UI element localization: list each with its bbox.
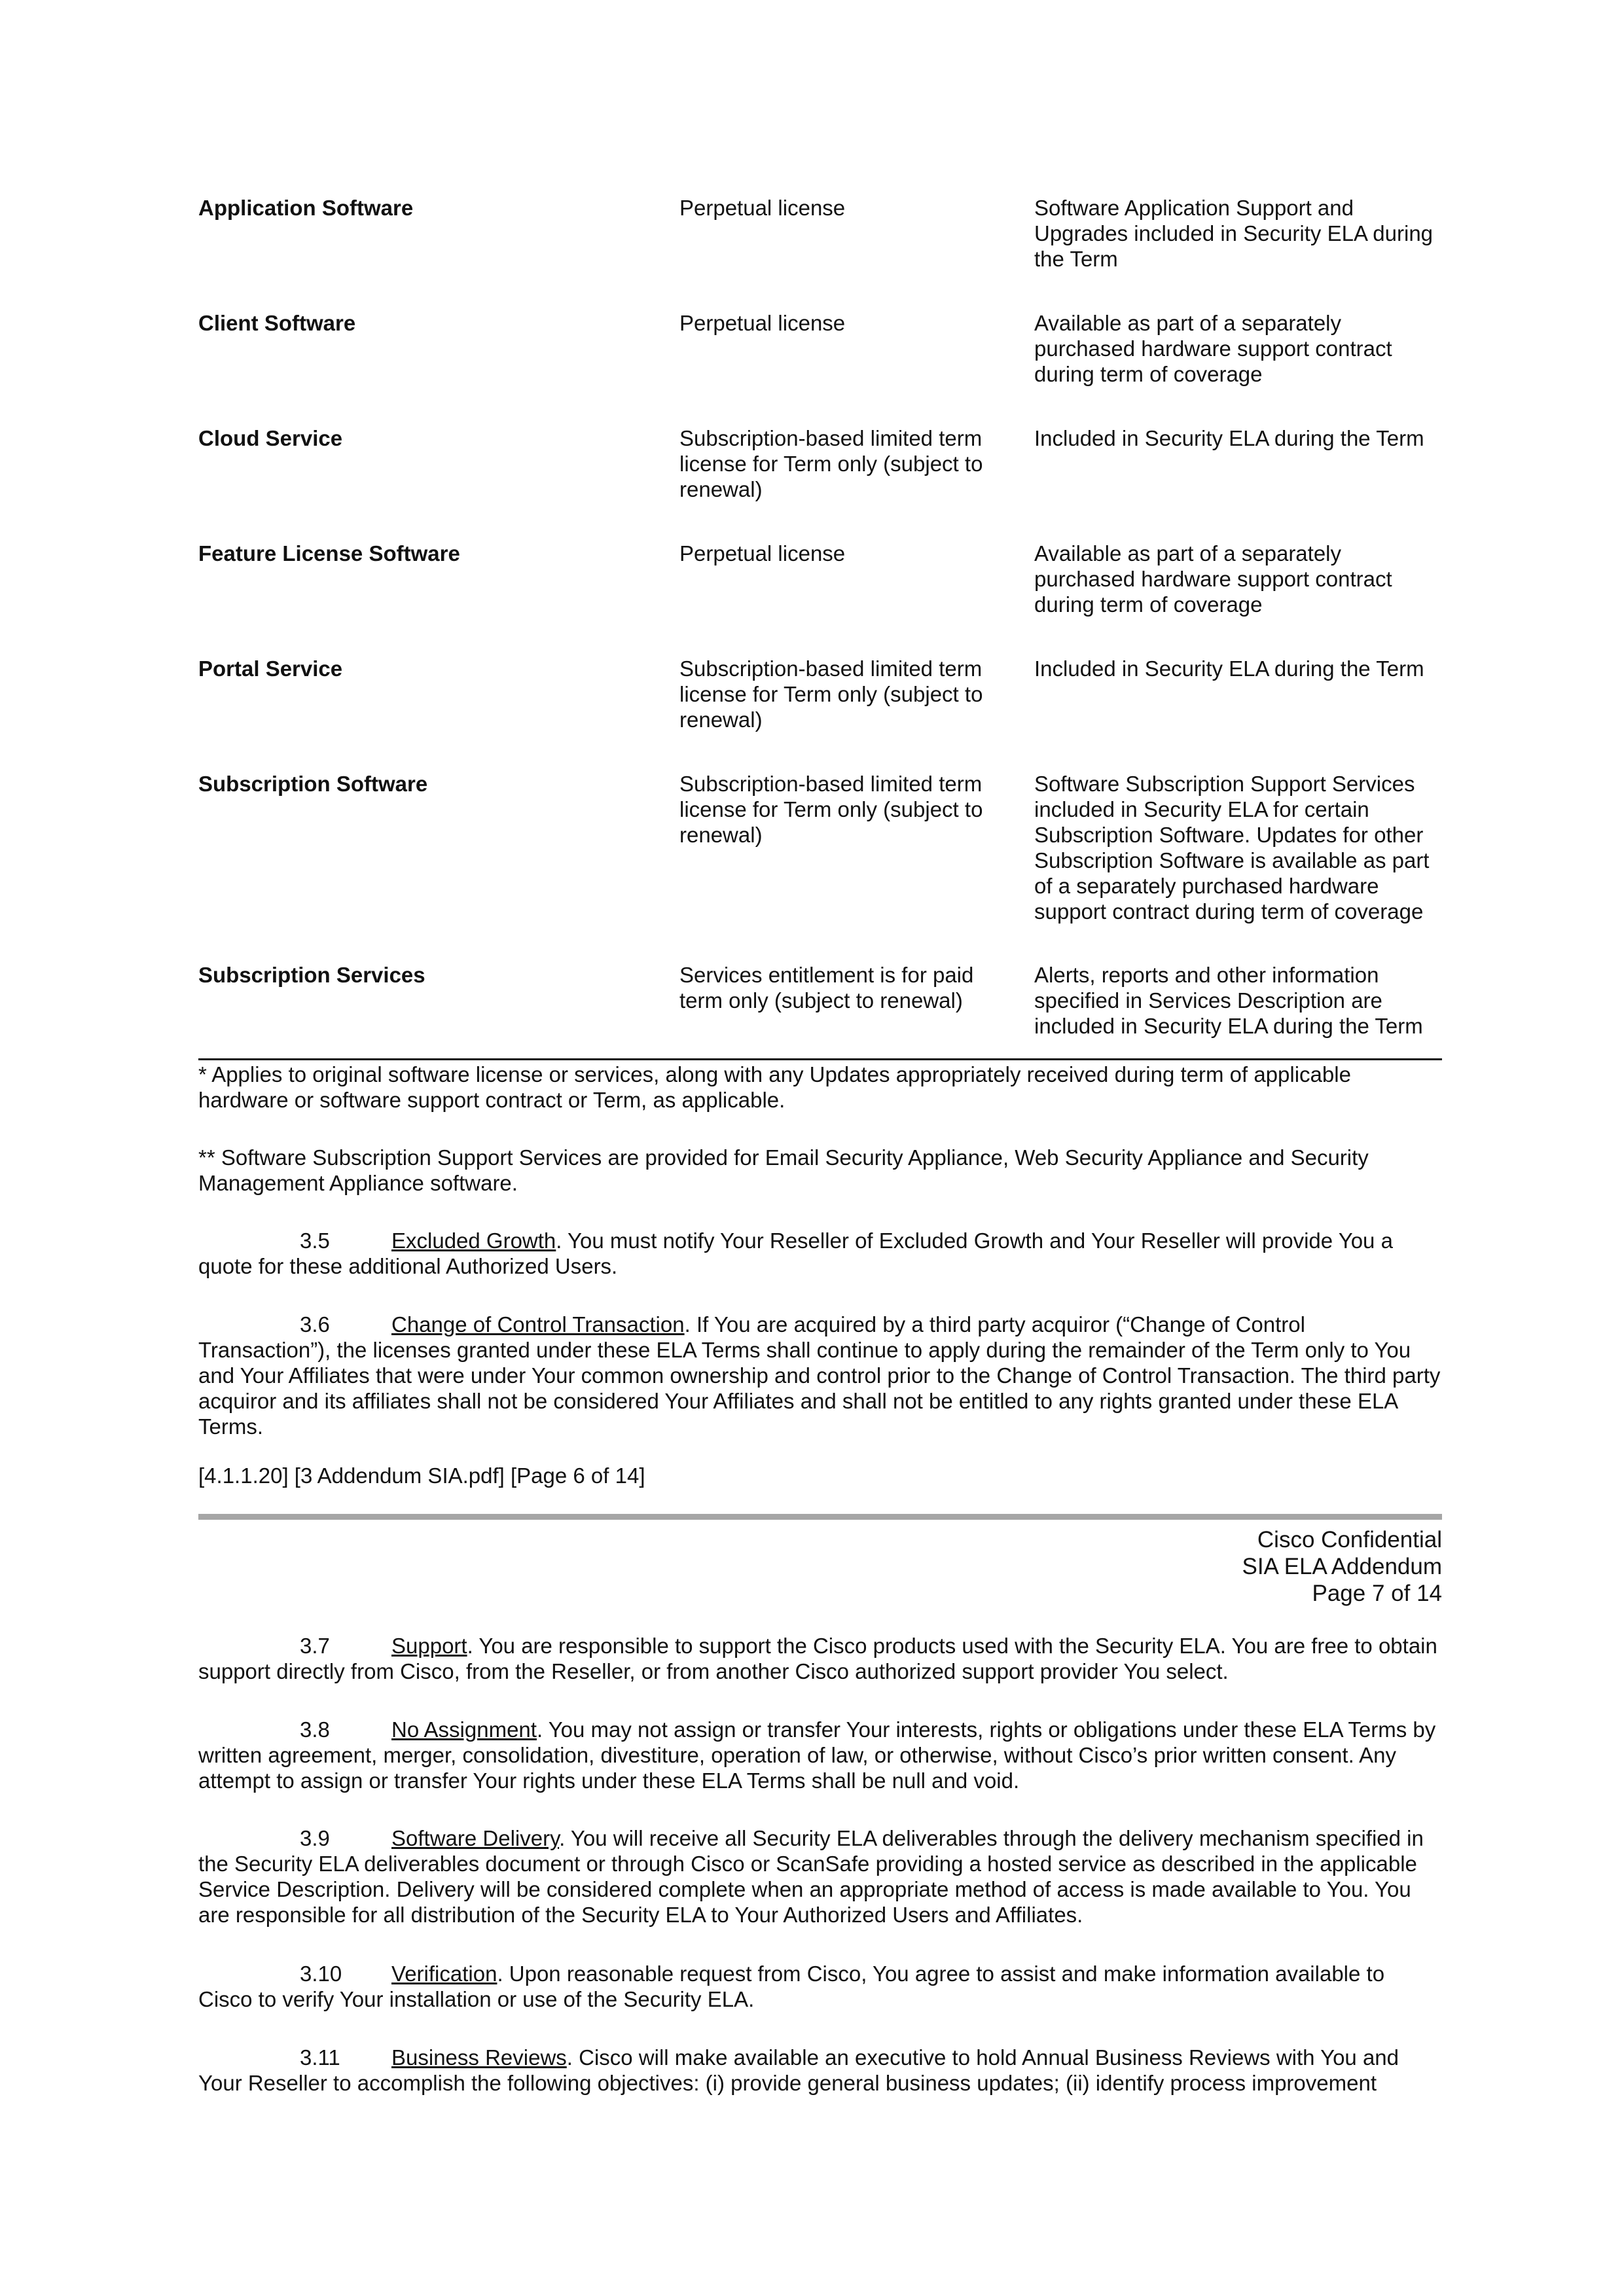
section-3-11 (198, 2045, 1442, 2096)
section-number: 3.10 (300, 1962, 342, 1986)
section-number: 3.5 (300, 1229, 330, 1253)
software-type: Cloud Service (198, 426, 343, 450)
header-doc-title: SIA ELA Addendum (1242, 1554, 1442, 1579)
section-3-10 (198, 1961, 1442, 2012)
section-heading: Change of Control Transaction (391, 1312, 685, 1336)
page-header (1242, 1526, 1442, 1607)
section-3-7 (198, 1633, 1442, 1684)
page-reference: [4.1.1.20] [3 Addendum SIA.pdf] [Page 6 of 14] (198, 1463, 645, 1488)
section-text: . Upon reasonable request from Cisco, You agree to assist and make information available to Cisco to verify Your installation or use of the Security ELA. (198, 1962, 1385, 2011)
page-break-rule (198, 1514, 1442, 1520)
footnote-1: * Applies to original software license or services, along with any Updates appropriately received during term of applicable hardware or software support contract or Term, as applicable. (198, 1062, 1351, 1112)
section-3-9 (198, 1825, 1442, 1928)
software-type: Application Software (198, 196, 414, 220)
section-text: . If You are acquired by a third party acquiror (“Change of Control Transaction”), the licenses granted under these ELA Terms shall continue to apply during the remainder of the Term only to You and Your Affiliates that were under Your common ownership and control prior to the Change of Control Transaction. The third party acquiror and its affiliates shall not be considered Your Affiliates and shall not be entitled to any rights granted under these ELA Terms. (198, 1312, 1441, 1439)
license-term: Perpetual license (679, 541, 846, 565)
section-heading: Software Delivery (391, 1826, 560, 1850)
section-text: . You will receive all Security ELA deliverables through the delivery mechanism specified in the Security ELA deliverables document or through Cisco or ScanSafe providing a hosted service as described in the applicable Service Description. Delivery will be considered complete when an appropriate method of access is made available to You. You are responsible for all distribution of the Security ELA to Your Authorized Users and Affiliates. (198, 1826, 1424, 1927)
section-text: . Cisco will make available an executive to hold Annual Business Reviews with You and Your Reseller to accomplish the following objectives: (i) provide general business updates; (ii) identify process improvement (198, 2045, 1399, 2095)
support-info: Available as part of a separately purchased hardware support contract during term of coverage (1034, 541, 1392, 617)
section-heading: Support (391, 1634, 467, 1658)
section-3-5 (198, 1228, 1442, 1279)
license-term: Subscription-based limited term license for Term only (subject to renewal) (679, 772, 983, 847)
software-type: Client Software (198, 311, 356, 335)
section-heading: Verification (391, 1962, 497, 1986)
section-text: . You must notify Your Reseller of Excluded Growth and Your Reseller will provide You a quote for these additional Authorized Users. (198, 1229, 1393, 1278)
support-info: Included in Security ELA during the Term (1034, 656, 1424, 681)
license-term: Subscription-based limited term license for Term only (subject to renewal) (679, 426, 983, 501)
support-info: Software Subscription Support Services included in Security ELA for certain Subscription Software. Updates for other Subscription Software is available as part of a separately purchased hardware support contract during term of coverage (1034, 772, 1430, 924)
section-heading: No Assignment (391, 1717, 537, 1742)
support-info: Alerts, reports and other information specified in Services Description are included in Security ELA during the Term (1034, 963, 1423, 1038)
license-term: Subscription-based limited term license for Term only (subject to renewal) (679, 656, 983, 732)
section-number: 3.8 (300, 1717, 330, 1742)
support-info: Available as part of a separately purchased hardware support contract during term of coverage (1034, 311, 1392, 386)
footnote-2: ** Software Subscription Support Services are provided for Email Security Appliance, Web Security Appliance and Security Management Appliance software. (198, 1145, 1369, 1195)
section-3-6 (198, 1312, 1442, 1439)
header-confidential: Cisco Confidential (1257, 1527, 1442, 1552)
section-text: . You are responsible to support the Cisco products used with the Security ELA. You are free to obtain support directly from Cisco, from the Reseller, or from another Cisco authorized support provider You select. (198, 1634, 1437, 1683)
software-type: Portal Service (198, 656, 343, 681)
section-number: 3.7 (300, 1634, 330, 1658)
license-term: Services entitlement is for paid term only (subject to renewal) (679, 963, 974, 1013)
section-heading: Business Reviews (391, 2045, 567, 2070)
software-type: Feature License Software (198, 541, 460, 565)
section-heading: Excluded Growth (391, 1229, 556, 1253)
section-number: 3.9 (300, 1826, 330, 1850)
support-info: Included in Security ELA during the Term (1034, 426, 1424, 450)
section-number: 3.6 (300, 1312, 330, 1336)
software-type: Subscription Software (198, 772, 428, 796)
section-3-8 (198, 1717, 1442, 1793)
software-type: Subscription Services (198, 963, 425, 987)
license-term: Perpetual license (679, 311, 846, 335)
section-number: 3.11 (300, 2045, 340, 2070)
section-text: . You may not assign or transfer Your interests, rights or obligations under these ELA Terms by written agreement, merger, consolidation, divestiture, operation of law, or otherwise, without Cisco’s prior written consent. Any attempt to assign or transfer Your rights under these ELA Terms shall be null and void. (198, 1717, 1436, 1793)
table-bottom-rule (198, 1058, 1442, 1060)
support-info: Software Application Support and Upgrades included in Security ELA during the Term (1034, 196, 1434, 271)
header-page-number: Page 7 of 14 (1312, 1581, 1442, 1606)
license-term: Perpetual license (679, 196, 846, 220)
